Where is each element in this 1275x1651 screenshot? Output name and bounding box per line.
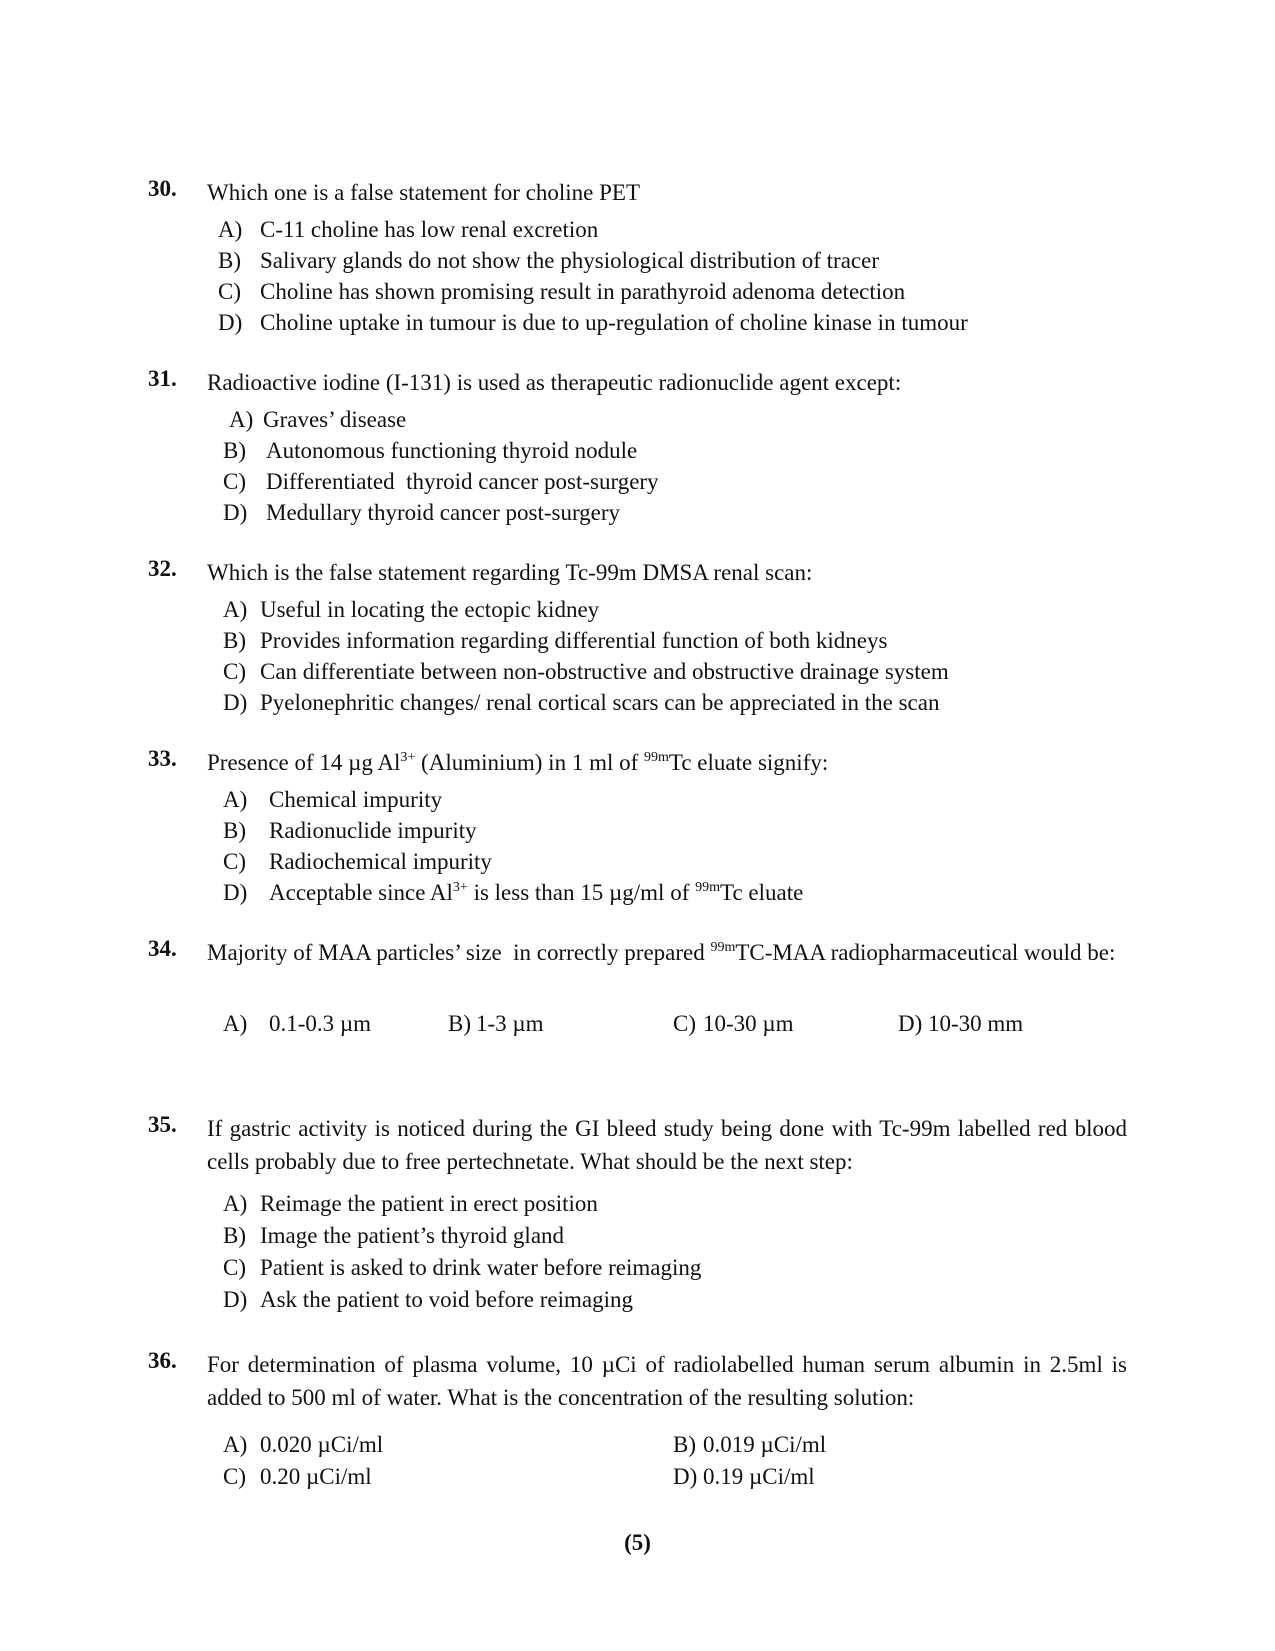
- option-b: B) 0.019 µCi/ml: [673, 1432, 827, 1457]
- question-number: 34.: [148, 936, 177, 961]
- option-d: D) 10-30 mm: [898, 1011, 1024, 1036]
- option-c: C) 0.20 µCi/ml: [223, 1464, 372, 1489]
- option-c: C) Differentiated thyroid cancer post-surgery: [223, 469, 659, 494]
- option-d: D) Ask the patient to void before reimaging: [223, 1287, 634, 1312]
- option-b: B) Provides information regarding differential function of both kidneys: [223, 628, 888, 653]
- option-b: B) Salivary glands do not show the physiological distribution of tracer: [218, 248, 879, 273]
- page-number: (5): [624, 1530, 651, 1555]
- option-a: A) C-11 choline has low renal excretion: [218, 217, 599, 242]
- question-text: Radioactive iodine (I-131) is used as therapeutic radionuclide agent except:: [207, 370, 902, 395]
- question-text: Which is the false statement regarding Tc-99m DMSA renal scan:: [207, 560, 813, 585]
- question-number: 36.: [148, 1348, 177, 1373]
- option-c: C) Patient is asked to drink water before reimaging: [223, 1255, 702, 1280]
- option-b: B) 1-3 µm: [448, 1011, 544, 1036]
- option-a: A) Reimage the patient in erect position: [223, 1191, 598, 1216]
- option-c: C) Can differentiate between non-obstructive and obstructive drainage system: [223, 659, 949, 684]
- question-number: 30.: [148, 176, 177, 201]
- option-a: A) 0.020 µCi/ml: [223, 1432, 384, 1457]
- question-number: 33.: [148, 746, 177, 771]
- question-text: Majority of MAA particles’ size in correctly prepared $^{99m}$TC-MAA radiopharmaceutical would be:: [207, 940, 1116, 965]
- question-text: For determination of plasma volume, 10 µCi of radiolabelled human serum albumin in 2.5ml is added to 500 ml of water. What is the concentration of the resulting solution:: [207, 1352, 1127, 1410]
- option-a: A) Useful in locating the ectopic kidney: [223, 597, 600, 622]
- option-b: B) Radionuclide impurity: [223, 818, 477, 843]
- option-b: B) Autonomous functioning thyroid nodule: [223, 438, 638, 463]
- option-a: A) Graves’ disease: [229, 407, 407, 432]
- question-text: Presence of 14 µg $Al^{3+}$ (Aluminium) in 1 ml of $^{99m}$Tc eluate signify:: [207, 750, 829, 775]
- option-d: D) Medullary thyroid cancer post-surgery: [223, 500, 621, 525]
- question-text: Which one is a false statement for choline PET: [207, 180, 641, 205]
- option-d: D) Choline uptake in tumour is due to up-regulation of choline kinase in tumour: [218, 310, 968, 335]
- question-number: 32.: [148, 556, 177, 581]
- option-a: A) Chemical impurity: [223, 787, 443, 812]
- option-c: C) Radiochemical impurity: [223, 849, 492, 874]
- option-a: A) 0.1-0.3 µm: [223, 1011, 372, 1036]
- option-c: C) 10-30 µm: [673, 1011, 794, 1036]
- question-text: If gastric activity is noticed during the GI bleed study being done with Tc-99m labelled red blood cells probably due to free pertechnetate. What should be the next step:: [207, 1116, 1127, 1174]
- option-c: C) Choline has shown promising result in parathyroid adenoma detection: [218, 279, 906, 304]
- option-d: D) 0.19 µCi/ml: [673, 1464, 815, 1489]
- question-number: 35.: [148, 1112, 177, 1137]
- question-number: 31.: [148, 366, 177, 391]
- option-d: D) Acceptable since $Al^{3+}$ is less than 15 µg/ml of $^{99m}$Tc eluate: [223, 880, 804, 905]
- option-d: D) Pyelonephritic changes/ renal cortical scars can be appreciated in the scan: [223, 690, 940, 715]
- option-b: B) Image the patient’s thyroid gland: [223, 1223, 565, 1248]
